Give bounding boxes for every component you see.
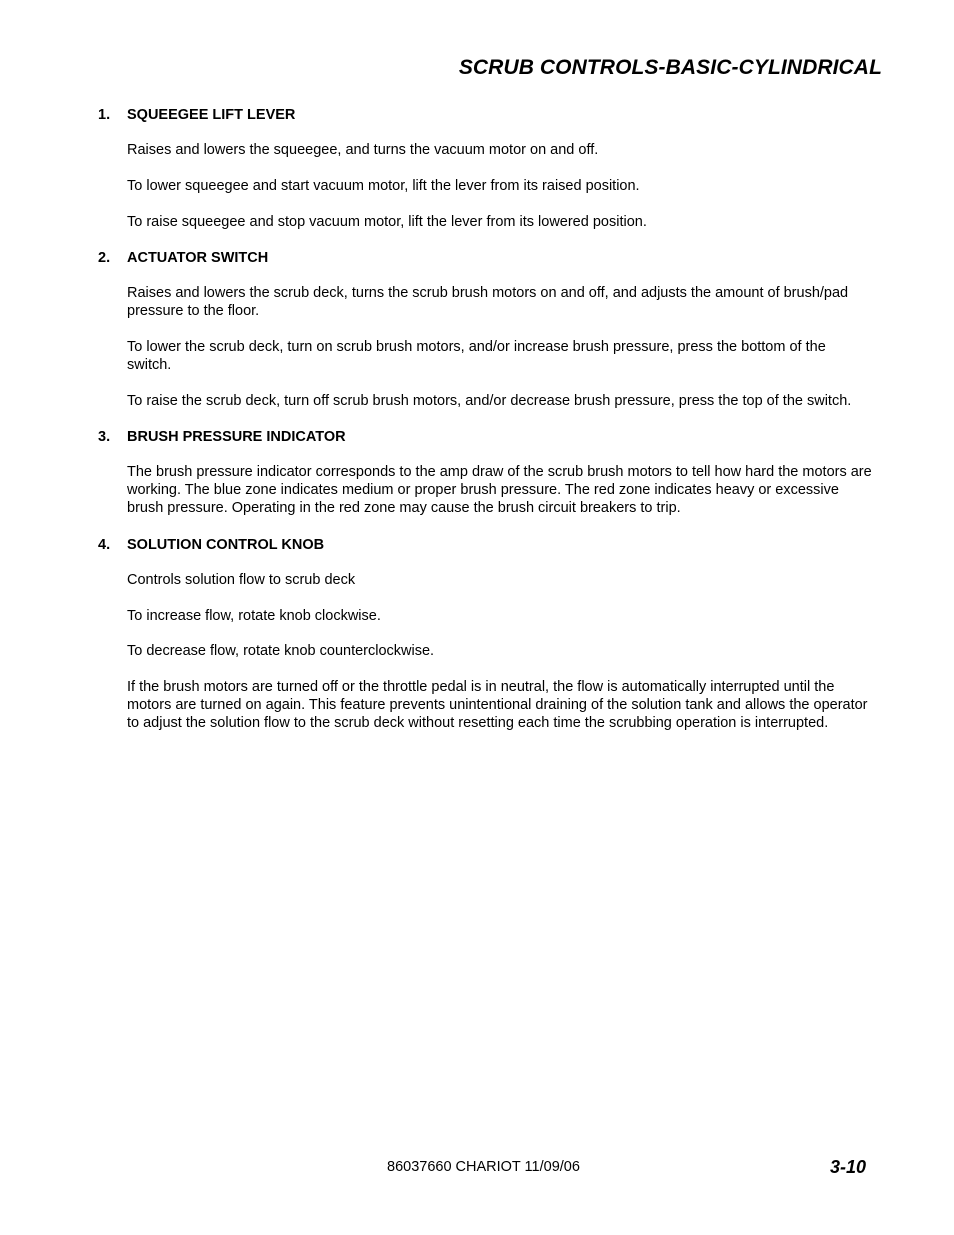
- section-brush-pressure-indicator: [98, 428, 878, 517]
- document-body: [98, 106, 878, 751]
- section-title: SQUEEGEE LIFT LEVER: [127, 107, 296, 123]
- paragraph: To lower squeegee and start vacuum motor, lift the lever from its raised position.: [127, 177, 640, 194]
- section-title: ACTUATOR SWITCH: [127, 250, 269, 267]
- paragraph: To decrease flow, rotate knob counterclockwise.: [127, 643, 435, 660]
- section-solution-control-knob: [98, 536, 878, 733]
- section-heading: [98, 428, 878, 446]
- section-number: 2.: [98, 250, 111, 267]
- footer-doc-info: 86037660 CHARIOT 11/09/06: [387, 1159, 580, 1175]
- section-number: 4.: [98, 536, 111, 553]
- paragraph: Controls solution flow to scrub deck: [127, 571, 356, 588]
- section-number: 1.: [98, 107, 111, 123]
- section-heading: [98, 106, 878, 124]
- section-squeegee-lift-lever: [98, 106, 878, 231]
- section-title: SOLUTION CONTROL KNOB: [127, 536, 325, 553]
- section-actuator-switch: [98, 249, 878, 410]
- paragraph: To increase flow, rotate knob clockwise.: [127, 607, 381, 624]
- page-title: SCRUB CONTROLS-BASIC-CYLINDRICAL: [458, 56, 882, 79]
- paragraph: The brush pressure indicator corresponds to the amp draw of the scrub brush motors to tell how hard the motors are working. The blue zone indicates medium or proper brush pressure. The red zone indicates heavy or excessive brush pressure. Operating in the red zone may cause the brush circuit breakers to trip.: [127, 464, 872, 516]
- paragraph: Raises and lowers the squeegee, and turns the vacuum motor on and off.: [127, 142, 599, 158]
- paragraph: Raises and lowers the scrub deck, turns the scrub brush motors on and off, and adjusts the amount of brush/pad pressure to the floor.: [127, 285, 849, 320]
- section-title: BRUSH PRESSURE INDICATOR: [127, 429, 346, 446]
- section-heading: [98, 536, 878, 554]
- section-heading: [98, 249, 878, 267]
- section-number: 3.: [98, 429, 111, 446]
- paragraph: To raise squeegee and stop vacuum motor, lift the lever from its lowered position.: [127, 213, 647, 230]
- page-number: 3-10: [829, 1157, 866, 1177]
- paragraph: If the brush motors are turned off or the throttle pedal is in neutral, the flow is automatically interrupted until the motors are turned on again. This feature prevents unintentional draining of the solution tank and allows the operator to adjust the solution flow to the scrub deck without resetting each time the scrubbing operation is interrupted.: [127, 679, 868, 731]
- paragraph: To raise the scrub deck, turn off scrub brush motors, and/or decrease brush pressure, press the top of the switch.: [127, 392, 852, 409]
- paragraph: To lower the scrub deck, turn on scrub brush motors, and/or increase brush pressure, press the bottom of the switch.: [127, 338, 826, 373]
